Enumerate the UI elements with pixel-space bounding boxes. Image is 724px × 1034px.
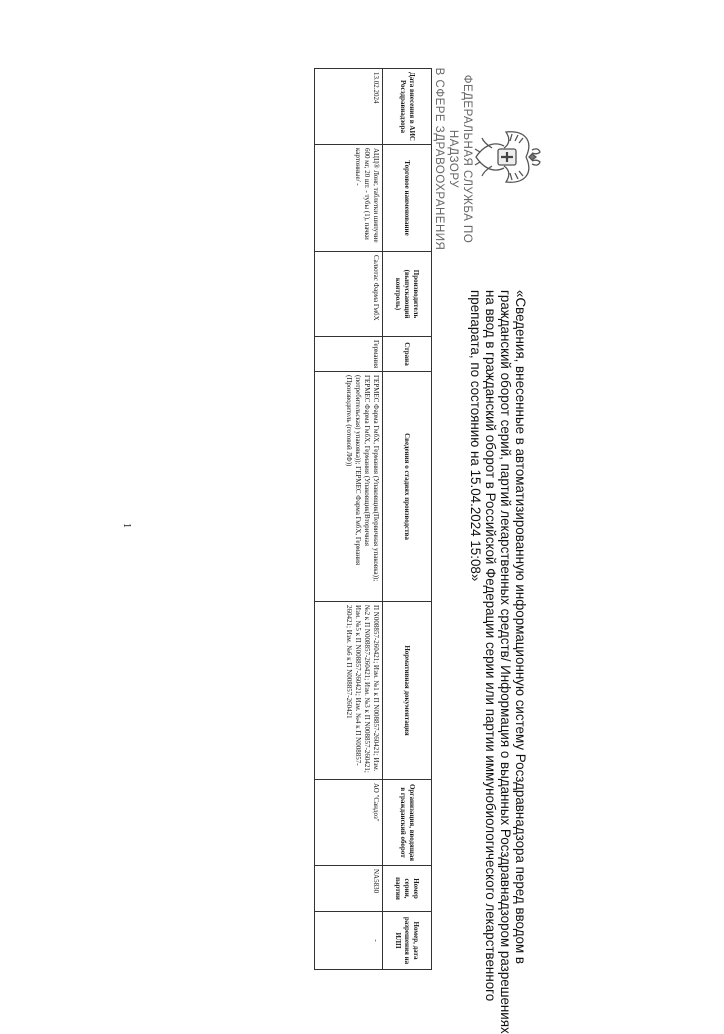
document-title: [468, 290, 528, 1034]
column-header-trade-name: Торговое наименование: [383, 145, 432, 252]
agency-name: [432, 64, 474, 254]
title-line: препарата, по состоянию на 15.04.2024 15:08»: [468, 290, 483, 582]
cell-manufacturer: Салютас Фарма ГмбХ: [315, 252, 383, 337]
cell-country: Германия: [315, 337, 383, 372]
column-header-date: Дата внесения в АИС Росздравнадзора: [383, 69, 432, 145]
cell-normative-docs: П N008857-260421; Изм. №1 к П N008857-260421; Изм. №2 к П N008857-260421; Изм. №3 к П N008857-260421; Изм. №5 к П N008857-260421; Изм. №4 к П N008857-260421; Изм. №6 к П N008857-260421: [315, 602, 383, 780]
title-line: гражданский оборот серий, партий лекарственных средств/ Информация о выданных Росздравнадзором разрешениях: [498, 290, 513, 1034]
column-header-normative-docs: Нормативная документация: [383, 602, 432, 780]
column-header-country: Страна: [383, 337, 432, 372]
cell-permit: -: [315, 912, 383, 970]
table-header-row: [383, 69, 432, 970]
table-row: [315, 69, 383, 970]
agency-name-line2: В СФЕРЕ ЗДРАВООХРАНЕНИЯ: [433, 67, 445, 251]
column-header-permit: Номер, дата разрешения на ИЛП: [383, 912, 432, 970]
cell-organization: АО "Сандоз": [315, 780, 383, 866]
cell-batch: NA5830: [315, 866, 383, 912]
cell-trade-name: АЦЦ® Лонг, таблетки шипучие 600 мг, 20 шт. - тубы (1), пачки картонные/ -: [315, 145, 383, 252]
roszdravnadzor-emblem-icon: [472, 126, 542, 188]
title-line: на ввод в гражданский оборот в Российской Федерации серии или партии иммунобиологического лекарственного: [483, 290, 498, 1002]
column-header-batch: Номер серии, партии: [383, 866, 432, 912]
agency-name-line1: ФЕДЕРАЛЬНАЯ СЛУЖБА ПО НАДЗОРУ: [447, 74, 473, 244]
page-number: 1: [121, 523, 132, 528]
title-line: «Сведения, внесенные в автоматизированную информационную систему Росздравнадзора перед вводом в: [513, 290, 528, 964]
column-header-manufacturer: Производитель (выпускающий контроль): [383, 252, 432, 337]
cell-production-stages: ГЕРМЕС Фарма ГмбХ, Германия (Упаковщик(Первичная упаковка)); ГЕРМЕС Фарма ГмбХ, Германия (Упаковщик(Вторичная (потребительская) упаковка)); ГЕРМЕС Фарма ГмбХ, Германия (Производитель (готовой ЛФ)): [315, 372, 383, 602]
registry-table: [314, 68, 432, 970]
column-header-organization: Организация, вводящая в гражданский оборот: [383, 780, 432, 866]
column-header-production-stages: Сведения о стадиях производства: [383, 372, 432, 602]
cell-date: 13.02.2024: [315, 69, 383, 145]
